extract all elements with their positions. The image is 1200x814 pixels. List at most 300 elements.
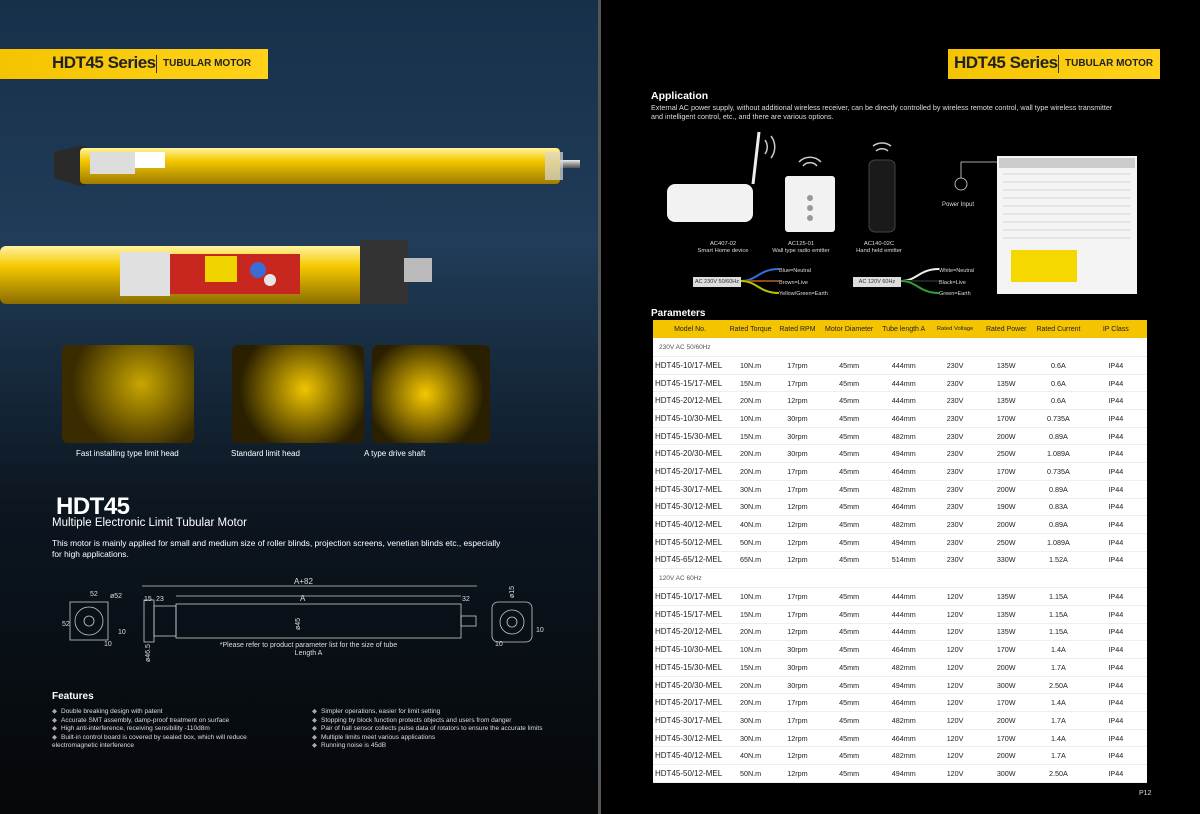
table-cell: 120V	[930, 605, 980, 623]
table-cell: 120V	[930, 676, 980, 694]
table-cell: 0.6A	[1032, 374, 1084, 392]
left-page	[0, 0, 598, 814]
bullet-icon: ◆	[312, 716, 317, 724]
model-cell: HDT45-15/30-MEL	[653, 427, 727, 445]
model-cell: HDT45-65/12-MEL	[653, 551, 727, 569]
table-cell: 12rpm	[774, 765, 821, 783]
table-cell: 300W	[980, 765, 1032, 783]
dim-32: 32	[462, 596, 470, 603]
table-cell: 135W	[980, 374, 1032, 392]
table-cell: IP44	[1085, 641, 1147, 659]
table-cell: 170W	[980, 641, 1032, 659]
limit-caption-3: A type drive shaft	[364, 449, 426, 458]
table-cell: 494mm	[877, 533, 930, 551]
table-cell: 200W	[980, 480, 1032, 498]
table-cell: 230V	[930, 374, 980, 392]
table-cell: 494mm	[877, 676, 930, 694]
table-cell: IP44	[1085, 694, 1147, 712]
product-description: This motor is mainly applied for small and medium size of roller blinds, projection screens, venetian blinds etc., especially for high applications.	[52, 538, 501, 559]
table-cell: 464mm	[877, 694, 930, 712]
bullet-icon: ◆	[312, 742, 317, 749]
table-row	[653, 498, 1147, 516]
table-cell: 1.089A	[1032, 533, 1084, 551]
wiring-230-legend: Blue=Neutral Brown=Live Yellow/Green=Earth	[779, 268, 828, 297]
tubular-motor-image	[40, 138, 598, 198]
table-cell: 1.4A	[1032, 729, 1084, 747]
wiring-120-cables	[901, 263, 941, 299]
table-cell: 230V	[930, 516, 980, 534]
table-cell: 514mm	[877, 551, 930, 569]
table-cell: 230V	[930, 445, 980, 463]
series-title-right: HDT45 Series	[954, 53, 1058, 72]
model-cell: HDT45-20/17-MEL	[653, 694, 727, 712]
table-cell: 0.89A	[1032, 516, 1084, 534]
table-cell: 120V	[930, 641, 980, 659]
model-cell: HDT45-20/30-MEL	[653, 445, 727, 463]
table-cell: 170W	[980, 694, 1032, 712]
group-label: 230V AC 50/60Hz	[653, 338, 1147, 357]
table-row	[653, 392, 1147, 410]
table-cell: 2.50A	[1032, 765, 1084, 783]
table-row	[653, 410, 1147, 428]
bullet-icon: ◆	[52, 733, 57, 741]
table-cell: 12rpm	[774, 623, 821, 641]
table-cell: 45mm	[821, 676, 878, 694]
table-cell: 120V	[930, 747, 980, 765]
table-cell: 494mm	[877, 765, 930, 783]
table-cell: 444mm	[877, 374, 930, 392]
table-cell: IP44	[1085, 712, 1147, 730]
motor-cutaway-image	[0, 232, 440, 312]
left-header-bar	[0, 49, 268, 79]
table-cell: IP44	[1085, 445, 1147, 463]
table-cell: 0.83A	[1032, 498, 1084, 516]
table-cell: 120V	[930, 659, 980, 677]
table-row	[653, 427, 1147, 445]
table-cell: 30N.m	[727, 712, 774, 730]
header-separator-right	[1058, 55, 1059, 73]
col-header: Rated Voltage	[930, 320, 980, 338]
table-cell: 50N.m	[727, 765, 774, 783]
series-title: HDT45 Series	[52, 53, 156, 72]
table-row	[653, 712, 1147, 730]
table-cell: 464mm	[877, 729, 930, 747]
col-header: Tube length A	[877, 320, 930, 338]
application-text: External AC power supply, without additional wireless receiver, can be directly controlled by wireless remote control, wall type wireless transmitter and intelligent control, etc., and there are various options.	[651, 103, 1113, 121]
table-cell: 482mm	[877, 427, 930, 445]
model-cell: HDT45-20/17-MEL	[653, 463, 727, 481]
col-header: Rated Current	[1032, 320, 1084, 338]
table-row	[653, 551, 1147, 569]
dim-phi15: ø15	[509, 585, 516, 598]
table-cell: 45mm	[821, 498, 878, 516]
table-cell: IP44	[1085, 410, 1147, 428]
table-row	[653, 747, 1147, 765]
table-cell: 45mm	[821, 480, 878, 498]
table-cell: 17rpm	[774, 374, 821, 392]
wiring-120-label: AC 120V 60Hz	[853, 277, 901, 287]
table-cell: 170W	[980, 410, 1032, 428]
dim-52-left: 52	[62, 621, 70, 628]
table-cell: 17rpm	[774, 357, 821, 375]
model-cell: HDT45-30/17-MEL	[653, 712, 727, 730]
dim-10-a: 10	[118, 629, 126, 636]
table-cell: 12rpm	[774, 498, 821, 516]
table-cell: 45mm	[821, 516, 878, 534]
table-cell: 30rpm	[774, 676, 821, 694]
wiring-230-label: AC 230V 50/60Hz	[694, 279, 740, 285]
limit-caption-2: Standard limit head	[231, 449, 300, 458]
table-cell: 45mm	[821, 551, 878, 569]
table-cell: 45mm	[821, 463, 878, 481]
table-cell: 482mm	[877, 659, 930, 677]
table-cell: 200W	[980, 659, 1032, 677]
table-row	[653, 676, 1147, 694]
table-cell: 45mm	[821, 533, 878, 551]
table-cell: 12rpm	[774, 516, 821, 534]
standard-limit-head-image	[232, 345, 364, 443]
table-cell: 17rpm	[774, 480, 821, 498]
table-cell: 230V	[930, 392, 980, 410]
table-cell: 1.089A	[1032, 445, 1084, 463]
table-cell: 120V	[930, 712, 980, 730]
table-cell: 45mm	[821, 605, 878, 623]
table-cell: 12rpm	[774, 747, 821, 765]
table-cell: 230V	[930, 463, 980, 481]
col-header: Motor Diameter	[821, 320, 878, 338]
table-cell: 330W	[980, 551, 1032, 569]
table-cell: 482mm	[877, 712, 930, 730]
table-cell: 50N.m	[727, 533, 774, 551]
table-cell: 230V	[930, 427, 980, 445]
table-row	[653, 357, 1147, 375]
table-cell: IP44	[1085, 392, 1147, 410]
table-cell: IP44	[1085, 765, 1147, 783]
table-header-row	[653, 320, 1147, 338]
table-row	[653, 605, 1147, 623]
bullet-icon: ◆	[52, 725, 57, 732]
table-cell: 464mm	[877, 498, 930, 516]
table-cell: 0.6A	[1032, 357, 1084, 375]
table-cell: 10N.m	[727, 410, 774, 428]
table-cell: 120V	[930, 694, 980, 712]
right-page	[601, 0, 1200, 814]
table-cell: IP44	[1085, 498, 1147, 516]
table-cell: 464mm	[877, 641, 930, 659]
table-cell: 12rpm	[774, 392, 821, 410]
features-list-right	[312, 708, 552, 751]
features-title: Features	[52, 691, 94, 702]
dim-52-top: 52	[90, 591, 98, 598]
table-cell: 20N.m	[727, 445, 774, 463]
table-row	[653, 641, 1147, 659]
table-cell: IP44	[1085, 551, 1147, 569]
table-row	[653, 445, 1147, 463]
model-cell: HDT45-15/30-MEL	[653, 659, 727, 677]
table-cell: IP44	[1085, 605, 1147, 623]
col-header: Model No.	[653, 320, 727, 338]
table-cell: 30rpm	[774, 659, 821, 677]
feature-item: ◆ Multiple limits meet various applications	[312, 733, 436, 741]
model-cell: HDT45-30/12-MEL	[653, 729, 727, 747]
table-cell: IP44	[1085, 729, 1147, 747]
table-row	[653, 463, 1147, 481]
table-row	[653, 516, 1147, 534]
product-subtitle: Multiple Electronic Limit Tubular Motor	[52, 517, 247, 529]
table-cell: 170W	[980, 463, 1032, 481]
device-1-label: AC407-02 Smart Home device	[697, 241, 749, 254]
table-cell: IP44	[1085, 516, 1147, 534]
table-cell: 135W	[980, 588, 1032, 606]
table-cell: 40N.m	[727, 516, 774, 534]
table-cell: 45mm	[821, 445, 878, 463]
table-cell: IP44	[1085, 357, 1147, 375]
table-cell: 1.52A	[1032, 551, 1084, 569]
model-cell: HDT45-10/30-MEL	[653, 410, 727, 428]
table-row	[653, 694, 1147, 712]
table-cell: 65N.m	[727, 551, 774, 569]
table-cell: 230V	[930, 533, 980, 551]
table-group-row	[653, 569, 1147, 588]
dim-10-b: 10	[104, 641, 112, 648]
table-group-row	[653, 338, 1147, 357]
table-cell: 10N.m	[727, 357, 774, 375]
drawing-note	[206, 642, 411, 658]
table-cell: 45mm	[821, 374, 878, 392]
model-cell: HDT45-50/12-MEL	[653, 533, 727, 551]
table-cell: 300W	[980, 676, 1032, 694]
table-cell: 200W	[980, 427, 1032, 445]
fast-installing-limit-head-image	[62, 345, 194, 443]
application-title: Application	[651, 90, 709, 102]
header-separator	[156, 55, 157, 73]
model-cell: HDT45-30/17-MEL	[653, 480, 727, 498]
table-cell: 230V	[930, 410, 980, 428]
table-cell: 0.6A	[1032, 392, 1084, 410]
table-cell: 230V	[930, 357, 980, 375]
model-cell: HDT45-20/12-MEL	[653, 623, 727, 641]
table-cell: 230V	[930, 551, 980, 569]
feature-item: ◆ Pair of hall sensor collects pulse data of rotators to ensure the accurate limits	[312, 725, 543, 732]
table-cell: 1.7A	[1032, 712, 1084, 730]
model-cell: HDT45-10/17-MEL	[653, 588, 727, 606]
table-cell: 17rpm	[774, 605, 821, 623]
dim-a: A	[300, 594, 306, 603]
table-row	[653, 480, 1147, 498]
wiring-120-legend: White=Neutral Black=Live Green=Earth	[939, 268, 975, 297]
table-cell: 12rpm	[774, 533, 821, 551]
wiring-230-cables	[741, 263, 781, 299]
dim-phi46: ø46.5	[145, 644, 152, 662]
table-cell: 17rpm	[774, 694, 821, 712]
table-cell: 120V	[930, 765, 980, 783]
table-cell: 120V	[930, 588, 980, 606]
table-cell: 482mm	[877, 516, 930, 534]
table-cell: IP44	[1085, 588, 1147, 606]
product-type-right: TUBULAR MOTOR	[1065, 58, 1154, 69]
table-cell: 250W	[980, 533, 1032, 551]
table-cell: 135W	[980, 605, 1032, 623]
model-cell: HDT45-50/12-MEL	[653, 765, 727, 783]
table-cell: 190W	[980, 498, 1032, 516]
table-row	[653, 659, 1147, 677]
table-cell: 45mm	[821, 765, 878, 783]
table-cell: 45mm	[821, 623, 878, 641]
group-label: 120V AC 60Hz	[653, 569, 1147, 588]
col-header: Rated RPM	[774, 320, 821, 338]
table-cell: IP44	[1085, 659, 1147, 677]
table-cell: 20N.m	[727, 623, 774, 641]
table-cell: 12rpm	[774, 729, 821, 747]
model-cell: HDT45-10/30-MEL	[653, 641, 727, 659]
table-cell: 30rpm	[774, 427, 821, 445]
parameters-table	[653, 320, 1147, 783]
table-cell: IP44	[1085, 623, 1147, 641]
table-cell: 45mm	[821, 357, 878, 375]
table-cell: 464mm	[877, 463, 930, 481]
table-cell: 200W	[980, 516, 1032, 534]
table-cell: 45mm	[821, 641, 878, 659]
dim-23: 23	[156, 596, 164, 603]
dim-a-plus: A+82	[294, 577, 313, 586]
col-header: Rated Power	[980, 320, 1032, 338]
model-cell: HDT45-15/17-MEL	[653, 374, 727, 392]
table-cell: IP44	[1085, 533, 1147, 551]
bullet-icon: ◆	[312, 725, 317, 732]
table-cell: 45mm	[821, 427, 878, 445]
table-cell: 30rpm	[774, 410, 821, 428]
power-input-label: Power Input	[942, 202, 975, 208]
table-cell: 120V	[930, 729, 980, 747]
bullet-icon: ◆	[312, 708, 317, 715]
table-cell: 170W	[980, 729, 1032, 747]
right-header-bar	[948, 49, 1160, 79]
feature-item: ◆ Simpler operations, easier for limit setting	[312, 708, 441, 715]
drawing-note-line2: Length A	[294, 650, 323, 657]
table-cell: 1.15A	[1032, 588, 1084, 606]
feature-item: ◆ Double breaking design with patent	[52, 708, 163, 715]
table-cell: 15N.m	[727, 605, 774, 623]
table-cell: 30N.m	[727, 498, 774, 516]
table-cell: 20N.m	[727, 392, 774, 410]
table-cell: 1.7A	[1032, 659, 1084, 677]
table-cell: 15N.m	[727, 659, 774, 677]
drawing-note-line1: *Please refer to product parameter list for the size of tube	[219, 642, 398, 649]
table-row	[653, 729, 1147, 747]
feature-item: ◆ Built-in control board is covered by sealed box, which will reduce electromagnetic interference	[52, 733, 247, 749]
table-cell: 1.4A	[1032, 641, 1084, 659]
table-row	[653, 374, 1147, 392]
table-row	[653, 533, 1147, 551]
model-cell: HDT45-30/12-MEL	[653, 498, 727, 516]
table-cell: 17rpm	[774, 463, 821, 481]
table-cell: 0.735A	[1032, 463, 1084, 481]
a-type-drive-shaft-image	[372, 345, 490, 443]
table-cell: 45mm	[821, 694, 878, 712]
table-cell: 45mm	[821, 729, 878, 747]
col-header: Rated Torque	[727, 320, 774, 338]
table-cell: 444mm	[877, 392, 930, 410]
table-cell: 40N.m	[727, 747, 774, 765]
bullet-icon: ◆	[52, 716, 57, 724]
table-cell: 200W	[980, 712, 1032, 730]
page-number: P12	[1139, 790, 1152, 797]
table-cell: 20N.m	[727, 694, 774, 712]
table-cell: 17rpm	[774, 712, 821, 730]
table-cell: 20N.m	[727, 463, 774, 481]
table-cell: 444mm	[877, 588, 930, 606]
table-cell: 482mm	[877, 747, 930, 765]
feature-item: ◆ High anti-interference, receiving sensibility -110d8m	[52, 725, 210, 732]
table-row	[653, 765, 1147, 783]
table-cell: IP44	[1085, 463, 1147, 481]
table-cell: 135W	[980, 357, 1032, 375]
table-cell: 12rpm	[774, 551, 821, 569]
table-cell: IP44	[1085, 747, 1147, 765]
table-row	[653, 588, 1147, 606]
table-row	[653, 623, 1147, 641]
table-cell: 120V	[930, 623, 980, 641]
feature-item: ◆ Stopping by block function protects objects and users from danger	[312, 716, 512, 724]
model-cell: HDT45-15/17-MEL	[653, 605, 727, 623]
table-cell: 200W	[980, 747, 1032, 765]
table-cell: 0.89A	[1032, 427, 1084, 445]
model-cell: HDT45-20/12-MEL	[653, 392, 727, 410]
table-cell: IP44	[1085, 480, 1147, 498]
dim-phi52: ø52	[110, 593, 123, 600]
table-cell: 1.4A	[1032, 694, 1084, 712]
col-header: IP Class	[1085, 320, 1147, 338]
table-cell: 1.15A	[1032, 623, 1084, 641]
feature-item: ◆ Running noise is 45dB	[312, 742, 387, 749]
table-cell: 444mm	[877, 357, 930, 375]
table-cell: 1.15A	[1032, 605, 1084, 623]
table-cell: 45mm	[821, 659, 878, 677]
control-devices-image	[661, 122, 961, 240]
device-3-label: AC140-02C Hand held emitter	[856, 241, 902, 254]
table-cell: 444mm	[877, 623, 930, 641]
table-cell: 230V	[930, 498, 980, 516]
table-cell: IP44	[1085, 676, 1147, 694]
limit-caption-1: Fast installing type limit head	[76, 449, 179, 458]
table-cell: 15N.m	[727, 427, 774, 445]
product-model-title: HDT45	[56, 493, 130, 520]
table-cell: IP44	[1085, 427, 1147, 445]
dim-15: 15	[144, 596, 152, 603]
table-cell: 15N.m	[727, 374, 774, 392]
table-cell: 464mm	[877, 410, 930, 428]
table-cell: 45mm	[821, 410, 878, 428]
table-cell: 1.7A	[1032, 747, 1084, 765]
table-cell: 10N.m	[727, 641, 774, 659]
feature-item: ◆ Accurate SMT assembly, damp-proof treatment on surface	[52, 716, 230, 724]
table-cell: 10N.m	[727, 588, 774, 606]
table-cell: 30N.m	[727, 729, 774, 747]
table-cell: 482mm	[877, 480, 930, 498]
table-cell: 17rpm	[774, 588, 821, 606]
table-cell: 45mm	[821, 392, 878, 410]
table-cell: 20N.m	[727, 676, 774, 694]
model-cell: HDT45-40/12-MEL	[653, 747, 727, 765]
bullet-icon: ◆	[52, 708, 57, 715]
table-cell: 30N.m	[727, 480, 774, 498]
table-cell: 30rpm	[774, 445, 821, 463]
model-cell: HDT45-20/30-MEL	[653, 676, 727, 694]
features-list-left	[52, 708, 287, 751]
table-cell: 250W	[980, 445, 1032, 463]
dim-phi45: ø45	[295, 617, 302, 630]
table-cell: IP44	[1085, 374, 1147, 392]
